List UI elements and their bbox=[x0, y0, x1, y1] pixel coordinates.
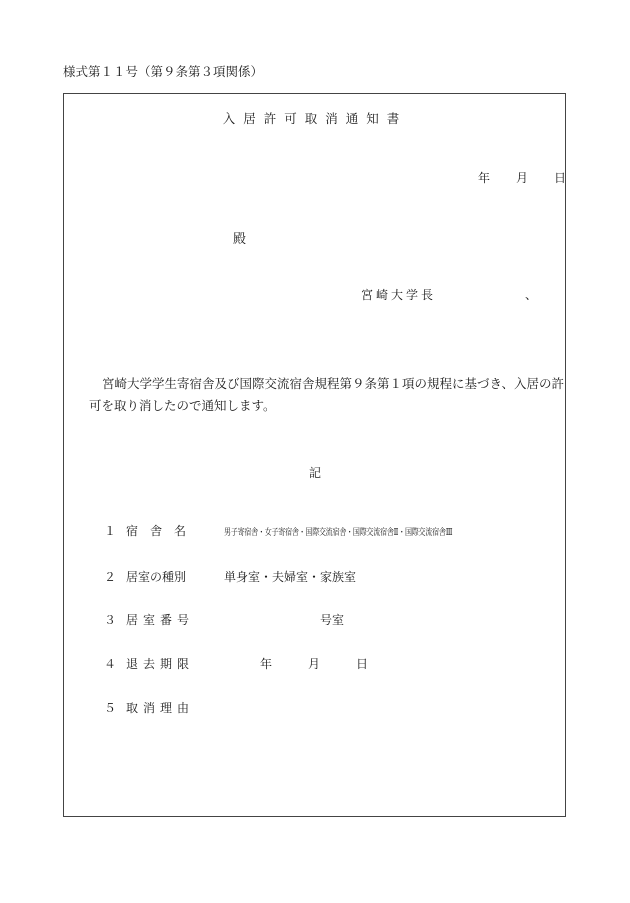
deadline-month-label: 月 bbox=[308, 657, 321, 671]
date-year-label: 年 bbox=[478, 171, 491, 185]
deadline-year-label: 年 bbox=[260, 657, 273, 671]
item-label: 宿舎名 bbox=[126, 524, 199, 538]
sender-title: 宮崎大学長 bbox=[361, 288, 437, 302]
item-number: ３ bbox=[104, 613, 117, 627]
date-line bbox=[478, 169, 566, 186]
item-label: 居室番号 bbox=[126, 613, 195, 627]
item-number: ２ bbox=[104, 570, 117, 584]
deadline-day-label: 日 bbox=[356, 657, 369, 671]
body-text: 宮崎大学学生寄宿舎及び国際交流宿舎規程第９条第１項の規程に基づき、入居の許可を取り消したので通知します。 bbox=[89, 376, 565, 413]
item-room-type bbox=[104, 568, 356, 585]
item-value: 男子寄宿舎・女子寄宿舎・国際交流宿舎・国際交流宿舎Ⅱ・国際交流宿舎Ⅲ bbox=[224, 528, 453, 538]
item-value: 単身室・夫婦室・家族室 bbox=[224, 570, 357, 584]
item-move-out-deadline bbox=[104, 655, 368, 672]
addressee-suffix: 殿 bbox=[233, 232, 247, 247]
item-label: 退去期限 bbox=[126, 657, 195, 671]
date-month-label: 月 bbox=[516, 171, 529, 185]
item-number: ５ bbox=[104, 701, 117, 715]
date-day-label: 日 bbox=[554, 171, 567, 185]
ki-heading: 記 bbox=[308, 466, 321, 480]
document-title: 入居許可取消通知書 bbox=[222, 111, 408, 126]
item-cancellation-reason bbox=[104, 699, 224, 716]
item-dormitory-name bbox=[104, 522, 517, 539]
item-label: 取消理由 bbox=[126, 701, 195, 715]
sender-mark: 、 bbox=[525, 288, 538, 302]
item-room-number bbox=[104, 611, 344, 628]
form-number: 様式第１１号（第９条第３項関係） bbox=[63, 64, 264, 79]
item-number: ４ bbox=[104, 657, 117, 671]
item-number: １ bbox=[104, 524, 117, 538]
item-label: 居室の種別 bbox=[126, 570, 187, 584]
item-value: 号室 bbox=[320, 613, 345, 627]
